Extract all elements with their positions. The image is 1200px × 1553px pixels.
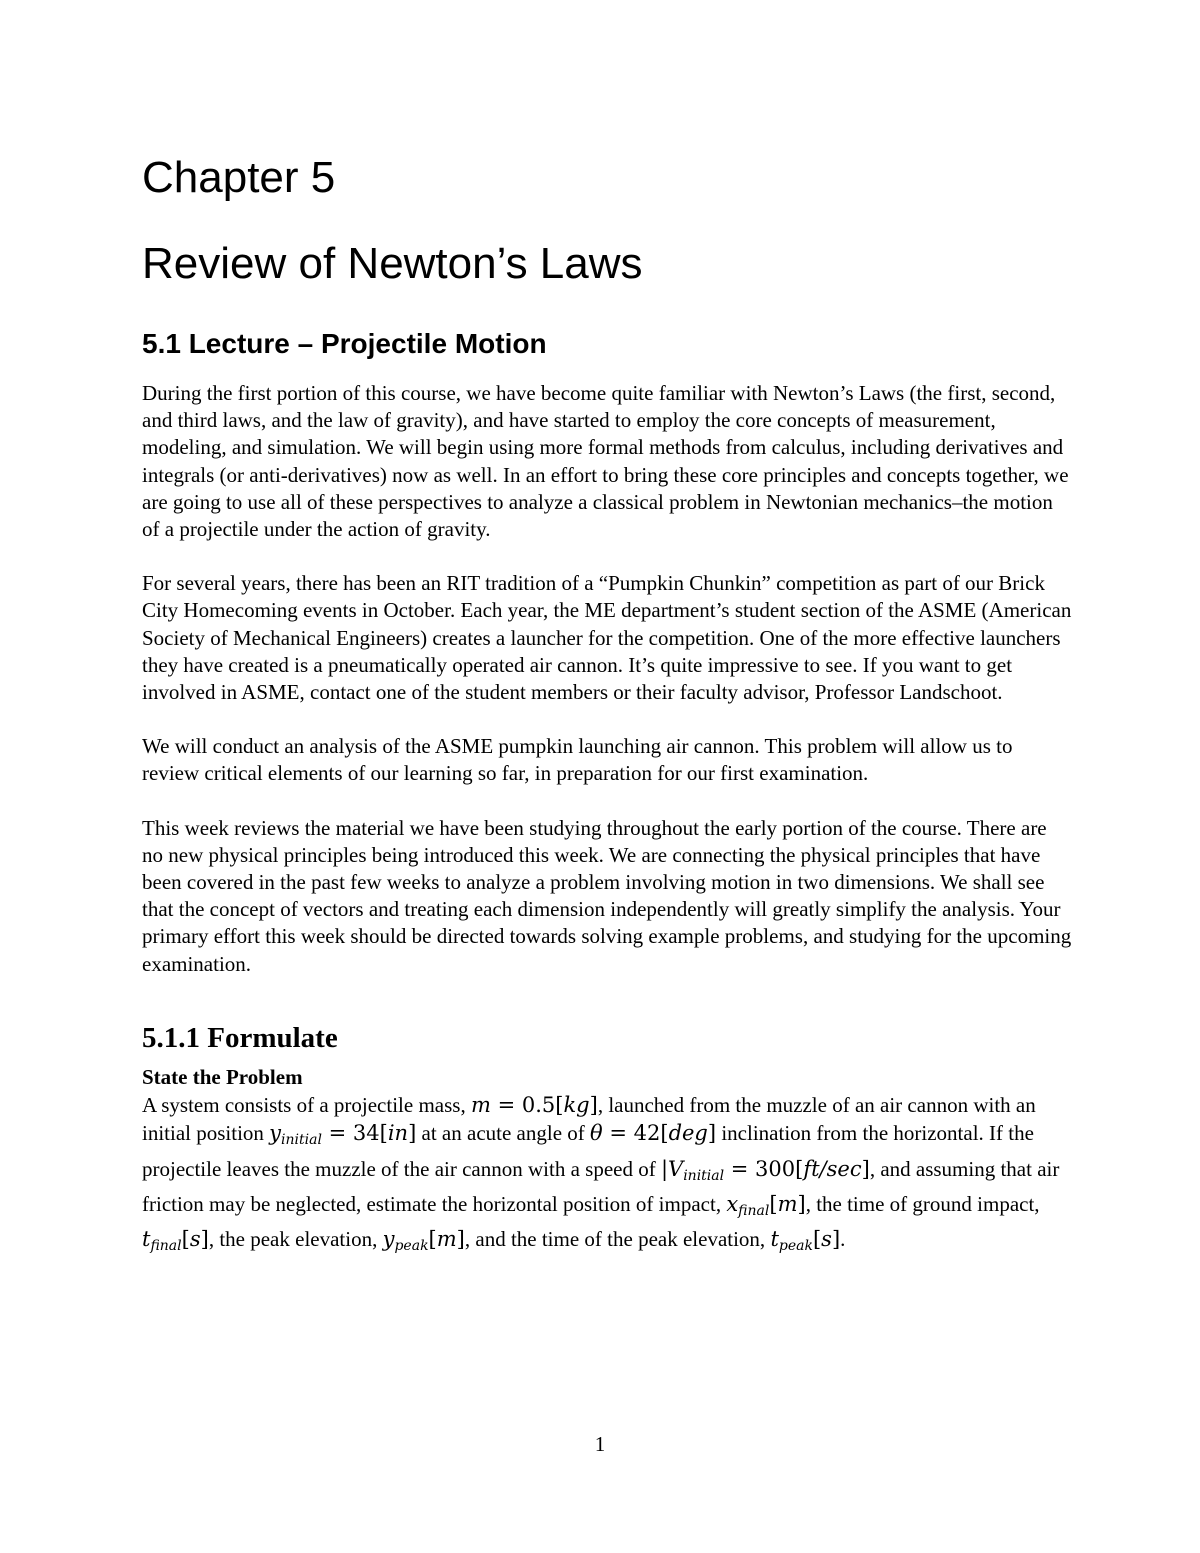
math-unit: ft/sec xyxy=(803,1156,862,1181)
math-var: t xyxy=(142,1227,151,1252)
problem-text: . xyxy=(840,1227,846,1252)
math-var: V xyxy=(668,1156,684,1181)
math-bracket: ] xyxy=(408,1121,417,1146)
math-var: m xyxy=(470,1092,491,1117)
problem-text: A system consists of a projectile mass, xyxy=(142,1092,471,1117)
paragraph-analysis: We will conduct an analysis of the ASME pumpkin launching air cannon. This problem will allow us to review critical elements of our learning so far, in preparation for our first examination. xyxy=(142,734,1013,786)
math-subscript: final xyxy=(150,1238,182,1255)
math-unit: s xyxy=(821,1227,832,1252)
problem-text: inclination from the horizontal. If the projectile leaves the muzzle of the air cannon with a speed of xyxy=(142,1121,1034,1181)
math-bracket: ] xyxy=(200,1227,209,1252)
math-bracket: [ xyxy=(812,1227,822,1252)
problem-text: , and assuming that air friction may be neglected, estimate the horizontal position of impact, xyxy=(142,1156,1060,1217)
math-subscript: peak xyxy=(778,1238,813,1255)
math-subscript: peak xyxy=(394,1238,429,1255)
math-unit: kg xyxy=(563,1092,590,1117)
math-bracket: ] xyxy=(861,1156,870,1181)
problem-text: , the peak elevation, xyxy=(208,1227,383,1252)
paragraph-weekly-review: This week reviews the material we have been studying throughout the early portion of the course. There are no new physical principles being introduced this week. We are connecting the physical principles that have been covered in the past few weeks to analyze a problem involving motion in two dimensions. We shall see that the concept of vectors and treating each dimension independently will greatly simplify the analysis. Your primary effort this week should be directed towards solving example problems, and studying for the upcoming examination. xyxy=(142,815,1072,976)
page-number: 1 xyxy=(594,1432,606,1456)
math-unit: m xyxy=(777,1192,798,1217)
math-value: = 0.5[ xyxy=(490,1092,564,1117)
state-problem-label: State the Problem xyxy=(142,1064,303,1089)
math-value: = 42[ xyxy=(602,1121,669,1146)
chapter-label: Chapter 5 xyxy=(142,153,336,202)
math-bracket: ] xyxy=(797,1192,806,1217)
subsection-heading: 5.1.1 Formulate xyxy=(142,1021,338,1054)
math-var: t xyxy=(770,1227,779,1252)
problem-text: at an acute angle of xyxy=(416,1121,591,1146)
section-heading: 5.1 Lecture – Projectile Motion xyxy=(142,328,547,359)
math-bracket: [ xyxy=(769,1192,778,1217)
math-bracket: ] xyxy=(707,1121,717,1146)
math-subscript: initial xyxy=(281,1132,322,1149)
math-value: = 34[ xyxy=(321,1121,388,1146)
math-var: θ xyxy=(590,1121,603,1146)
math-unit: s xyxy=(189,1227,201,1252)
math-subscript: final xyxy=(738,1203,770,1220)
math-var: y xyxy=(382,1227,395,1252)
math-var: x xyxy=(726,1192,739,1217)
paragraph-pumpkin-chunkin: For several years, there has been an RIT tradition of a “Pumpkin Chunkin” competition as part of our Brick City Homecoming events in October. Each year, the ME department’s student section of the ASME (American Society of Mechanical Engineers) creates a launcher for the competition. One of the more effective launchers they have created is a pneumatically operated air cannon. It’s quite impressive to see. If you want to get involved in ASME, contact one of the student members or their faculty advisor, Professor Landschoot. xyxy=(142,571,1072,705)
math-var: y xyxy=(269,1121,282,1146)
problem-text: , and the time of the peak elevation, xyxy=(464,1227,771,1252)
math-value: = 300[ xyxy=(724,1156,804,1181)
math-bracket: ] xyxy=(831,1227,841,1252)
math-bracket: [ xyxy=(181,1227,190,1252)
math-bar: | xyxy=(660,1156,669,1181)
chapter-title: Review of Newton’s Laws xyxy=(142,239,643,288)
math-subscript: initial xyxy=(683,1167,725,1184)
math-unit: deg xyxy=(668,1121,708,1146)
math-unit: m xyxy=(436,1227,457,1252)
page-content xyxy=(142,150,1072,1261)
problem-text: , the time of ground impact, xyxy=(805,1192,1040,1217)
math-unit: in xyxy=(387,1121,409,1146)
math-bracket: ] xyxy=(589,1092,598,1117)
problem-text: , launched from the muzzle of an air cannon with an initial position xyxy=(142,1092,1036,1146)
paragraph-intro: During the first portion of this course, we have become quite familiar with Newton’s Laws (the first, second, and third laws, and the law of gravity), and have started to employ the core concepts of measurement, modeling, and simulation. We will begin using more formal methods from calculus, including derivatives and integrals (or anti-derivatives) now as well. In an effort to bring these core principles and concepts together, we are going to use all of these perspectives to analyze a classical problem in Newtonian mechanics–the motion of a projectile under the action of gravity. xyxy=(142,381,1069,542)
math-bracket: [ xyxy=(428,1227,437,1252)
math-bracket: ] xyxy=(456,1227,465,1252)
problem-statement xyxy=(142,1091,1072,1261)
